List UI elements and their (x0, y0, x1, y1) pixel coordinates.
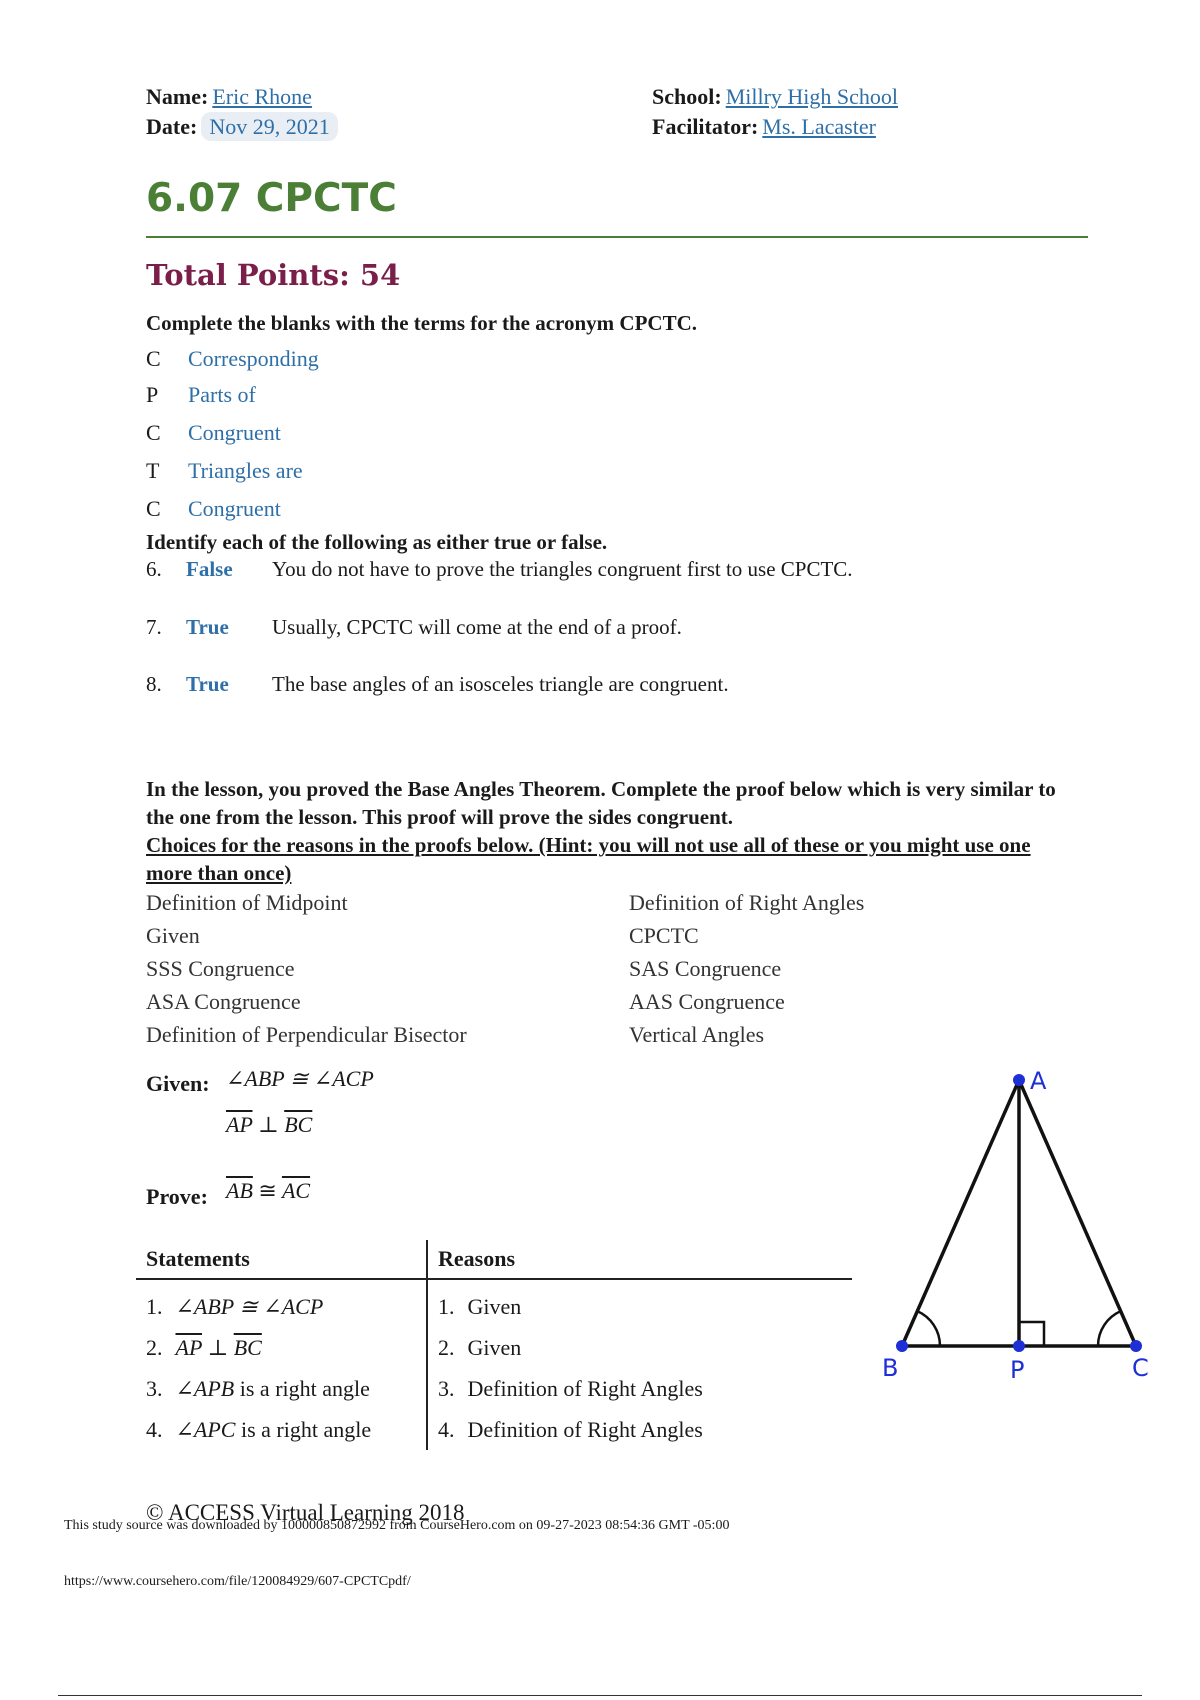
statement-number: 4. (146, 1416, 163, 1442)
reason-number: 2. (438, 1334, 455, 1360)
point-c (1130, 1340, 1142, 1352)
segment-bc: $\overline{BC}$ (284, 1112, 313, 1137)
point-p (1013, 1340, 1025, 1352)
answer-field[interactable]: True (186, 672, 229, 696)
congruent-symbol: ≅ (258, 1178, 277, 1203)
acronym-letter: C (146, 420, 161, 445)
proof-intro (146, 775, 1066, 887)
facilitator-name[interactable]: Ms. Lacaster (762, 114, 876, 139)
reason-number: 1. (438, 1293, 455, 1319)
proof-table (136, 1240, 852, 1450)
choice-item: CPCTC (629, 923, 699, 948)
name-label: Name: (146, 84, 209, 109)
side-ac (1019, 1080, 1136, 1346)
acronym-term[interactable]: Corresponding (188, 346, 319, 371)
perpendicular-symbol: ⊥ (207, 1334, 229, 1360)
angle-b-arc (917, 1311, 940, 1346)
acronym-term[interactable]: Congruent (188, 420, 281, 445)
statement-text: ∠APC (175, 1416, 236, 1442)
reason-cell (427, 1368, 852, 1409)
reason-number: 4. (438, 1416, 455, 1442)
side-ab (902, 1080, 1019, 1346)
label-p: P (1010, 1356, 1025, 1384)
given-label: Given: (146, 1071, 210, 1096)
point-a (1013, 1074, 1025, 1086)
item-statement: You do not have to prove the triangles congruent first to use CPCTC. (272, 557, 853, 581)
choice-item: SSS Congruence (146, 956, 295, 981)
choices-heading: Choices for the reasons in the proofs below. (Hint: you will not use all of these or you might use one more than once) (146, 833, 1031, 885)
reason-text[interactable]: Definition of Right Angles (467, 1416, 703, 1442)
segment-ab: $\overline{AB}$ (226, 1178, 253, 1203)
school-label: School: (652, 84, 722, 109)
label-a: A (1030, 1067, 1047, 1095)
answer-field[interactable]: False (186, 557, 233, 581)
reason-number: 3. (438, 1375, 455, 1401)
statement-cell (136, 1327, 427, 1368)
given-perpendicular (226, 1112, 312, 1138)
acronym-instruction: Complete the blanks with the terms for the acronym CPCTC. (146, 311, 698, 335)
school-name[interactable]: Millry High School (725, 84, 899, 109)
true-false-item (146, 615, 1046, 641)
choice-item: SAS Congruence (629, 956, 782, 981)
item-number: 7. (146, 615, 162, 639)
item-number: 6. (146, 557, 162, 581)
facilitator-line (652, 114, 876, 140)
statement-cell (136, 1279, 427, 1327)
student-name-line (146, 84, 312, 110)
proof-header-row (136, 1240, 852, 1279)
proof-row (136, 1327, 852, 1368)
statement-suffix: is a right angle (239, 1375, 370, 1401)
acronym-letter: P (146, 382, 159, 407)
item-statement: Usually, CPCTC will come at the end of a proof. (272, 615, 682, 639)
item-number: 8. (146, 672, 162, 696)
statement-text: ∠APB (175, 1375, 235, 1401)
segment-ap: $\overline{AP}$ (226, 1112, 253, 1137)
answer-field[interactable]: True (186, 615, 229, 639)
choices-right-column (629, 890, 864, 1055)
acronym-letter: T (146, 458, 160, 483)
perpendicular-symbol: ⊥ (257, 1112, 279, 1137)
date-line (146, 114, 338, 140)
proof-row (136, 1409, 852, 1450)
choice-item: Vertical Angles (629, 1022, 765, 1047)
item-statement: The base angles of an isosceles triangle are congruent. (272, 672, 729, 696)
segment-ap: $\overline{AP}$ (175, 1334, 202, 1360)
statement-text (176, 1335, 262, 1360)
angle-c-arc (1098, 1311, 1121, 1346)
reasons-header: Reasons (427, 1240, 852, 1279)
facilitator-label: Facilitator: (652, 114, 759, 139)
acronym-term[interactable]: Triangles are (188, 458, 303, 483)
acronym-row (146, 346, 546, 372)
statement-number: 1. (146, 1293, 163, 1319)
statement-suffix: is a right angle (240, 1416, 372, 1442)
choice-item: ASA Congruence (146, 989, 301, 1014)
true-false-item (146, 557, 1046, 583)
acronym-row (146, 496, 546, 522)
choice-item: Given (146, 923, 200, 948)
acronym-row (146, 458, 546, 484)
bottom-divider (58, 1695, 1142, 1696)
statement-number: 2. (146, 1334, 163, 1360)
proof-row (136, 1279, 852, 1327)
choice-item: AAS Congruence (629, 989, 785, 1014)
statement-text: ∠ABP ≅ ∠ACP (175, 1293, 324, 1319)
copyright: © ACCESS Virtual Learning 2018 (146, 1500, 465, 1525)
date-field[interactable]: Nov 29, 2021 (201, 112, 337, 141)
statements-header: Statements (136, 1240, 427, 1279)
date-label: Date: (146, 114, 198, 139)
download-note: This study source was downloaded by 100000850872992 from CourseHero.com on 09-27-2023 08:54:36 GMT -05:00 (64, 1518, 730, 1533)
acronym-letter: C (146, 346, 161, 371)
reason-cell (427, 1327, 852, 1368)
choices-left-column (146, 890, 467, 1055)
proof-row (136, 1368, 852, 1409)
reason-text[interactable]: Given (467, 1293, 522, 1319)
total-points: Total Points: 54 (146, 258, 401, 292)
true-false-item (146, 672, 1046, 698)
true-false-instruction: Identify each of the following as either true or false. (146, 530, 608, 554)
reason-text[interactable]: Given (467, 1334, 522, 1360)
acronym-row (146, 382, 546, 408)
acronym-term[interactable]: Parts of (188, 382, 256, 407)
reason-cell (427, 1279, 852, 1327)
statement-cell (136, 1409, 427, 1450)
given-angles: ∠ABP ≅ ∠ACP (226, 1066, 374, 1091)
label-c: C (1132, 1354, 1149, 1382)
acronym-term[interactable]: Congruent (188, 496, 281, 521)
choice-item: Definition of Right Angles (629, 890, 865, 915)
point-b (896, 1340, 908, 1352)
choice-item: Definition of Perpendicular Bisector (146, 1022, 467, 1047)
acronym-letter: C (146, 496, 161, 521)
student-name[interactable]: Eric Rhone (212, 84, 312, 109)
reason-text[interactable]: Definition of Right Angles (467, 1375, 703, 1401)
source-url[interactable]: https://www.coursehero.com/file/120084929/607-CPCTCpdf/ (64, 1574, 411, 1589)
choice-item: Definition of Midpoint (146, 890, 348, 915)
statement-number: 3. (146, 1375, 163, 1401)
segment-ac: $\overline{AC}$ (281, 1178, 311, 1203)
triangle-diagram (870, 1060, 1170, 1390)
reason-cell (427, 1409, 852, 1450)
prove-statement (226, 1178, 310, 1204)
acronym-row (146, 420, 546, 446)
title-divider (146, 236, 1088, 238)
page-title: 6.07 CPCTC (146, 176, 397, 221)
segment-bc: $\overline{BC}$ (233, 1334, 262, 1360)
statement-cell (136, 1368, 427, 1409)
prove-label: Prove: (146, 1184, 208, 1209)
school-line (652, 84, 898, 110)
label-b: B (882, 1354, 899, 1382)
proof-intro-text: In the lesson, you proved the Base Angles Theorem. Complete the proof below which is very similar to the one from the lesson. This proof will prove the sides congruent. (146, 777, 1056, 829)
vertex-labels (882, 1067, 1149, 1384)
